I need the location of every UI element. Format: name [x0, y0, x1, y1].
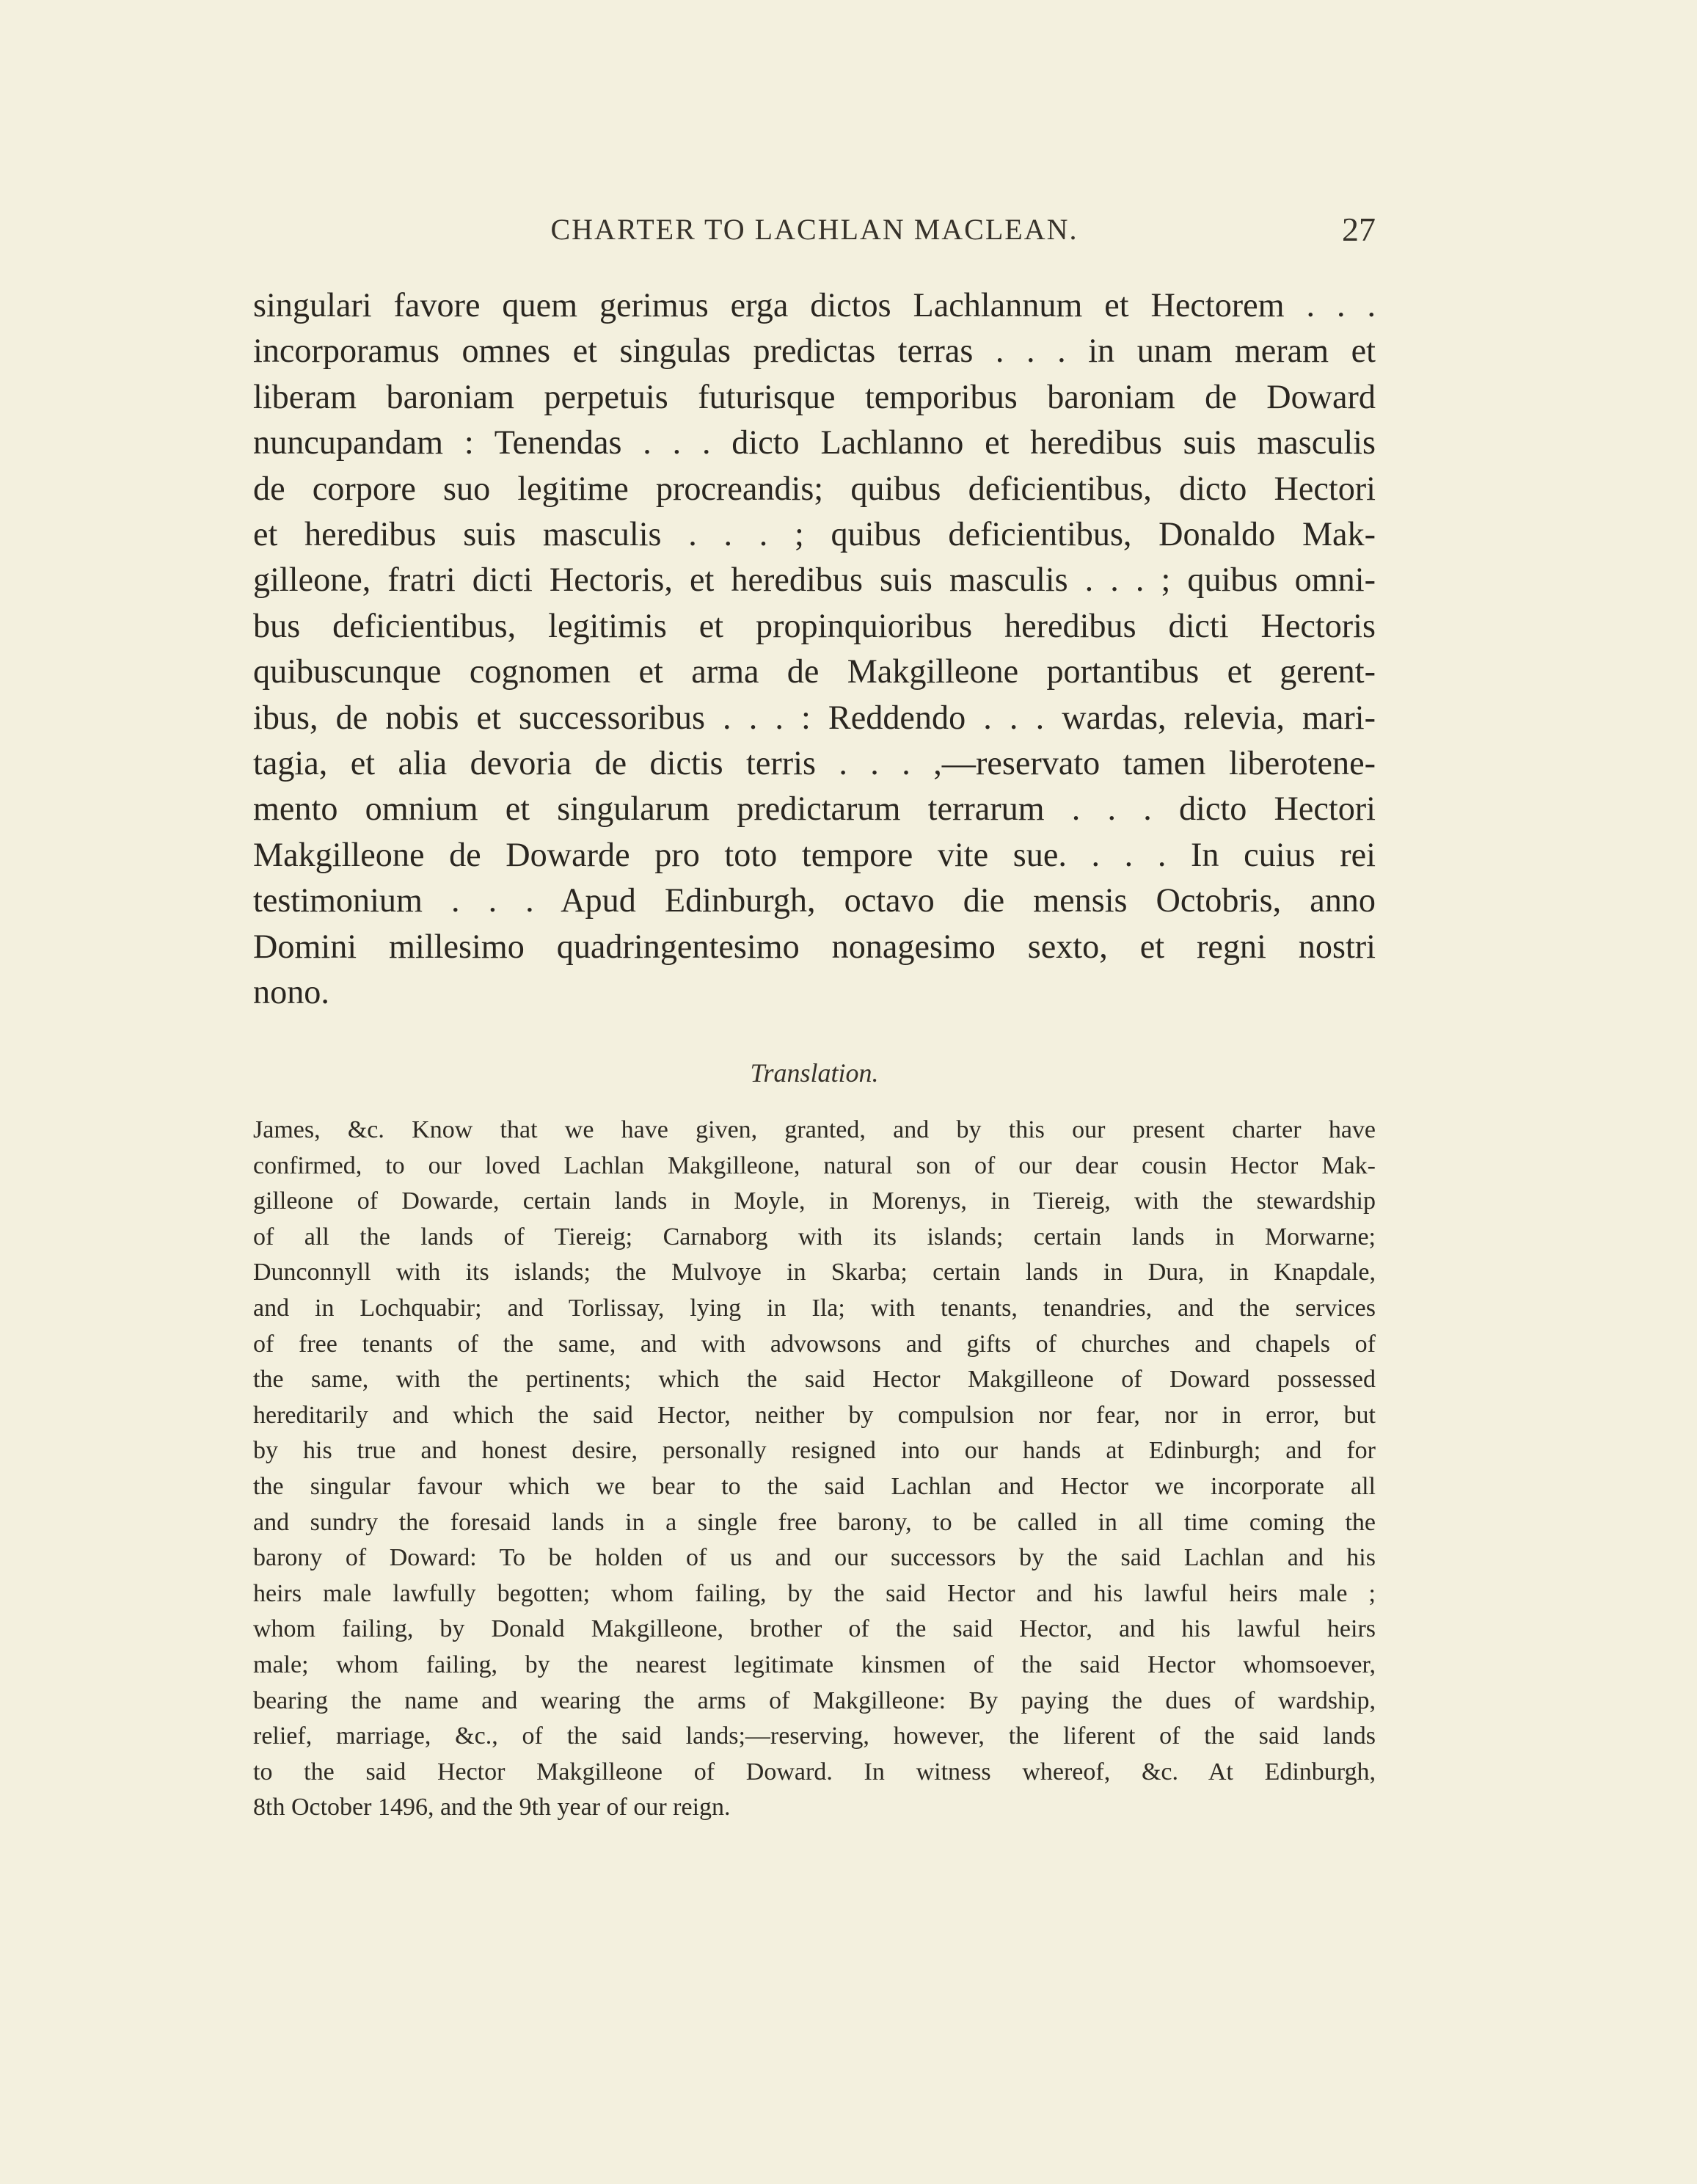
page-number: 27	[1342, 211, 1376, 248]
page-header	[253, 204, 1376, 255]
translation-line: of all the lands of Tiereig; Carnaborg with its islands; certain lands in Morwarne;	[253, 1223, 1376, 1251]
latin-line: incorporamus omnes et singulas predictas terras . . . in unam meram et	[253, 332, 1376, 370]
translation-line: and sundry the foresaid lands in a single free barony, to be called in all time coming the	[253, 1508, 1376, 1536]
translation-heading: Translation.	[750, 1058, 879, 1088]
running-head: CHARTER TO LACHLAN MACLEAN.	[550, 213, 1079, 246]
translation-line: hereditarily and which the said Hector, neither by compulsion nor fear, nor in error, but	[253, 1401, 1376, 1429]
latin-line: singulari favore quem gerimus erga dictos Lachlannum et Hectorem . . .	[253, 286, 1376, 324]
translation-line: the singular favour which we bear to the said Lachlan and Hector we incorporate all	[253, 1472, 1376, 1500]
latin-line: nuncupandam : Tenendas . . . dicto Lachlanno et heredibus suis masculis	[253, 423, 1376, 462]
latin-line: mento omnium et singularum predictarum terrarum . . . dicto Hectori	[253, 790, 1376, 828]
translation-line: Dunconnyll with its islands; the Mulvoye in Skarba; certain lands in Dura, in Knapdale,	[253, 1259, 1376, 1286]
translation-line: barony of Doward: To be holden of us and our successors by the said Lachlan and his	[253, 1544, 1376, 1572]
translation-line: confirmed, to our loved Lachlan Makgilleone, natural son of our dear cousin Hector Mak-	[253, 1151, 1376, 1179]
translation-text	[253, 1113, 1376, 1826]
latin-charter-text	[253, 283, 1376, 1016]
latin-line-last: nono.	[253, 973, 329, 1011]
latin-line: et heredibus suis masculis . . . ; quibus deficientibus, Donaldo Mak-	[253, 515, 1376, 553]
translation-line: and in Lochquabir; and Torlissay, lying in Ila; with tenants, tenandries, and the services	[253, 1294, 1376, 1322]
translation-line: heirs male lawfully begotten; whom failing, by the said Hector and his lawful heirs male ;	[253, 1579, 1376, 1607]
translation-line: the same, with the pertinents; which the said Hector Makgilleone of Doward possessed	[253, 1366, 1376, 1394]
translation-line: gilleone of Dowarde, certain lands in Moyle, in Morenys, in Tiereig, with the stewardship	[253, 1187, 1376, 1215]
latin-line: Makgilleone de Dowarde pro toto tempore vite sue. . . . In cuius rei	[253, 835, 1376, 873]
translation-line: male; whom failing, by the nearest legitimate kinsmen of the said Hector whomsoever,	[253, 1650, 1376, 1678]
latin-line: testimonium . . . Apud Edinburgh, octavo die mensis Octobris, anno	[253, 881, 1376, 920]
latin-line: tagia, et alia devoria de dictis terris . . . ,—reservato tamen liberotene-	[253, 744, 1376, 782]
translation-line: to the said Hector Makgilleone of Doward. In witness whereof, &c. At Edinburgh,	[253, 1758, 1376, 1786]
translation-line: relief, marriage, &c., of the said lands;—reserving, however, the liferent of the said lands	[253, 1722, 1376, 1750]
translation-line: by his true and honest desire, personally resigned into our hands at Edinburgh; and for	[253, 1437, 1376, 1465]
translation-line: bearing the name and wearing the arms of Makgilleone: By paying the dues of wardship,	[253, 1686, 1376, 1714]
latin-line: de corpore suo legitime procreandis; quibus deficientibus, dicto Hectori	[253, 469, 1376, 507]
translation-line-last: 8th October 1496, and the 9th year of our reign.	[253, 1794, 731, 1821]
latin-line: gilleone, fratri dicti Hectoris, et heredibus suis masculis . . . ; quibus omni-	[253, 561, 1376, 599]
latin-line: quibuscunque cognomen et arma de Makgilleone portantibus et gerent-	[253, 652, 1376, 691]
translation-line: of free tenants of the same, and with advowsons and gifts of churches and chapels of	[253, 1330, 1376, 1358]
latin-line: liberam baroniam perpetuis futurisque temporibus baroniam de Doward	[253, 377, 1376, 415]
translation-line: whom failing, by Donald Makgilleone, brother of the said Hector, and his lawful heirs	[253, 1615, 1376, 1643]
latin-line: bus deficientibus, legitimis et propinquioribus heredibus dicti Hectoris	[253, 606, 1376, 644]
translation-line: James, &c. Know that we have given, granted, and by this our present charter have	[253, 1116, 1376, 1143]
latin-line: ibus, de nobis et successoribus . . . : Reddendo . . . wardas, relevia, mari-	[253, 698, 1376, 736]
latin-line: Domini millesimo quadringentesimo nonagesimo sexto, et regni nostri	[253, 927, 1376, 965]
